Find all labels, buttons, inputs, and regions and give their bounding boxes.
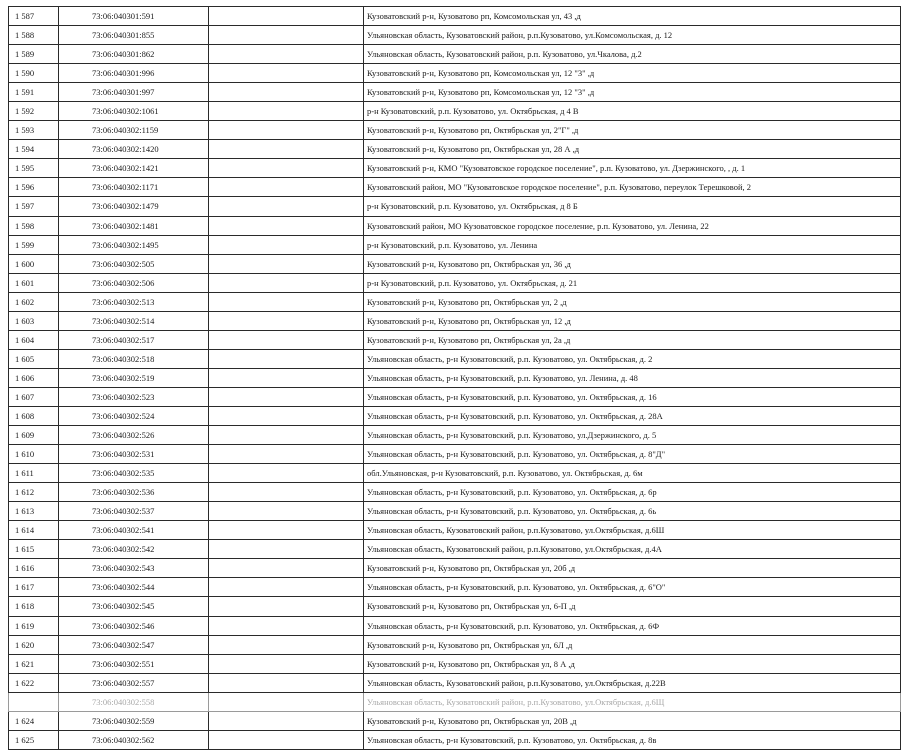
row-number: 1 596	[9, 178, 59, 197]
address: р-н Кузоватовский, р.п. Кузоватово, ул. Октябрьская, д 8 Б	[364, 197, 901, 216]
row-number: 1 625	[9, 730, 59, 749]
table-body	[9, 7, 901, 750]
address: Ульяновская область, р-н Кузоватовский, р.п. Кузоватово, ул. Октябрьская, д. 6"О"	[364, 578, 901, 597]
row-number: 1 607	[9, 387, 59, 406]
cadastral-number: 73:06:040302:518	[59, 349, 209, 368]
row-number: 1 624	[9, 711, 59, 730]
empty-cell	[209, 711, 364, 730]
cadastral-number: 73:06:040302:1420	[59, 140, 209, 159]
empty-cell	[209, 330, 364, 349]
address: Кузоватовский р-н, Кузоватово рп, Октябрьская ул, 20В ,д	[364, 711, 901, 730]
table-row	[9, 540, 901, 559]
empty-cell	[209, 197, 364, 216]
table-row	[9, 273, 901, 292]
cadastral-number: 73:06:040302:519	[59, 368, 209, 387]
empty-cell	[209, 26, 364, 45]
row-number: 1 597	[9, 197, 59, 216]
address: Кузоватовский р-н, Кузоватово рп, Комсомольская ул, 12 "3" ,д	[364, 83, 901, 102]
address: р-н Кузоватовский, р.п. Кузоватово, ул. Октябрьская, д 4 В	[364, 102, 901, 121]
address: Кузоватовский р-н, Кузоватово рп, Октябрьская ул, 6-П ,д	[364, 597, 901, 616]
empty-cell	[209, 121, 364, 140]
empty-cell	[209, 654, 364, 673]
row-number: 1 618	[9, 597, 59, 616]
cadastral-number: 73:06:040302:562	[59, 730, 209, 749]
table-row	[9, 616, 901, 635]
table-row	[9, 521, 901, 540]
empty-cell	[209, 521, 364, 540]
cadastral-number: 73:06:040302:551	[59, 654, 209, 673]
row-number: 1 591	[9, 83, 59, 102]
cadastral-number: 73:06:040302:513	[59, 292, 209, 311]
empty-cell	[209, 254, 364, 273]
table-row	[9, 178, 901, 197]
row-number: 1 598	[9, 216, 59, 235]
cadastral-number: 73:06:040302:542	[59, 540, 209, 559]
empty-cell	[209, 730, 364, 749]
address: Кузоватовский район, МО Кузоватовское городское поселение, р.п. Кузоватово, ул. Ленина, 22	[364, 216, 901, 235]
empty-cell	[209, 483, 364, 502]
empty-cell	[209, 502, 364, 521]
cadastral-number: 73:06:040302:544	[59, 578, 209, 597]
address: Ульяновская область, р-н Кузоватовский, р.п. Кузоватово, ул.Дзержинского, д. 5	[364, 426, 901, 445]
table-row	[9, 159, 901, 178]
empty-cell	[209, 445, 364, 464]
empty-cell	[209, 464, 364, 483]
table-row	[9, 330, 901, 349]
address: Ульяновская область, р-н Кузоватовский, р.п. Кузоватово, ул. Октябрьская, д. 6Ф	[364, 616, 901, 635]
empty-cell	[209, 616, 364, 635]
table-row	[9, 654, 901, 673]
table-row	[9, 368, 901, 387]
table-row	[9, 445, 901, 464]
address: Ульяновская область, р-н Кузоватовский, р.п. Кузоватово, ул. Октябрьская, д. 6р	[364, 483, 901, 502]
table-row	[9, 197, 901, 216]
address: р-н Кузоватовский, р.п. Кузоватово, ул. Октябрьская, д. 21	[364, 273, 901, 292]
row-number: 1 613	[9, 502, 59, 521]
table-row	[9, 26, 901, 45]
row-number: 1 617	[9, 578, 59, 597]
row-number	[9, 692, 59, 711]
empty-cell	[209, 368, 364, 387]
empty-cell	[209, 178, 364, 197]
empty-cell	[209, 406, 364, 425]
cadastral-number: 73:06:040302:558	[59, 692, 209, 711]
empty-cell	[209, 292, 364, 311]
cadastral-number: 73:06:040301:862	[59, 45, 209, 64]
table-row	[9, 406, 901, 425]
row-number: 1 615	[9, 540, 59, 559]
address: Кузоватовский р-н, Кузоватово рп, Октябрьская ул, 20б ,д	[364, 559, 901, 578]
empty-cell	[209, 64, 364, 83]
address: Кузоватовский р-н, Кузоватово рп, Октябрьская ул, 8 А ,д	[364, 654, 901, 673]
table-row	[9, 292, 901, 311]
address: Кузоватовский р-н, Кузоватово рп, Октябрьская ул, 28 А ,д	[364, 140, 901, 159]
row-number: 1 608	[9, 406, 59, 425]
empty-cell	[209, 235, 364, 254]
row-number: 1 605	[9, 349, 59, 368]
address: Кузоватовский р-н, Кузоватово рп, Октябрьская ул, 2"Г" ,д	[364, 121, 901, 140]
row-number: 1 594	[9, 140, 59, 159]
empty-cell	[209, 559, 364, 578]
address: Ульяновская область, р-н Кузоватовский, р.п. Кузоватово, ул. Октябрьская, д. 8в	[364, 730, 901, 749]
empty-cell	[209, 692, 364, 711]
empty-cell	[209, 597, 364, 616]
table-row	[9, 83, 901, 102]
address: обл.Ульяновская, р-н Кузоватовский, р.п. Кузоватово, ул. Октябрьская, д. 6м	[364, 464, 901, 483]
empty-cell	[209, 159, 364, 178]
row-number: 1 614	[9, 521, 59, 540]
table-row	[9, 387, 901, 406]
empty-cell	[209, 83, 364, 102]
row-number: 1 601	[9, 273, 59, 292]
cadastral-number: 73:06:040302:524	[59, 406, 209, 425]
row-number: 1 604	[9, 330, 59, 349]
row-number: 1 621	[9, 654, 59, 673]
address: Кузоватовский р-н, Кузоватово рп, Октябрьская ул, 2а ,д	[364, 330, 901, 349]
cadastral-number: 73:06:040302:506	[59, 273, 209, 292]
row-number: 1 600	[9, 254, 59, 273]
table-row	[9, 692, 901, 711]
row-number: 1 602	[9, 292, 59, 311]
table-row	[9, 121, 901, 140]
address: Кузоватовский р-н, Кузоватово рп, Октябрьская ул, 36 ,д	[364, 254, 901, 273]
table-row	[9, 502, 901, 521]
address: Кузоватовский р-н, Кузоватово рп, Октябрьская ул, 2 ,д	[364, 292, 901, 311]
cadastral-number: 73:06:040302:557	[59, 673, 209, 692]
address: р-н Кузоватовский, р.п. Кузоватово, ул. Ленина	[364, 235, 901, 254]
table-row	[9, 7, 901, 26]
row-number: 1 609	[9, 426, 59, 445]
row-number: 1 616	[9, 559, 59, 578]
address: Ульяновская область, Кузоватовский район, р.п.Кузоватово, ул.Октябрьская, д.22В	[364, 673, 901, 692]
empty-cell	[209, 216, 364, 235]
cadastral-number: 73:06:040302:514	[59, 311, 209, 330]
table-row	[9, 711, 901, 730]
address: Ульяновская область, Кузоватовский район, р.п.Кузоватово, ул.Октябрьская, д.4А	[364, 540, 901, 559]
table-row	[9, 349, 901, 368]
empty-cell	[209, 102, 364, 121]
cadastral-number: 73:06:040302:1479	[59, 197, 209, 216]
row-number: 1 619	[9, 616, 59, 635]
cadastral-number: 73:06:040301:996	[59, 64, 209, 83]
empty-cell	[209, 387, 364, 406]
empty-cell	[209, 540, 364, 559]
cadastral-number: 73:06:040302:505	[59, 254, 209, 273]
address: Ульяновская область, р-н Кузоватовский, р.п. Кузоватово, ул. Ленина, д. 48	[364, 368, 901, 387]
cadastral-number: 73:06:040302:523	[59, 387, 209, 406]
table-row	[9, 559, 901, 578]
empty-cell	[209, 426, 364, 445]
row-number: 1 606	[9, 368, 59, 387]
cadastral-number: 73:06:040301:591	[59, 7, 209, 26]
cadastral-number: 73:06:040302:531	[59, 445, 209, 464]
cadastral-number: 73:06:040302:1421	[59, 159, 209, 178]
row-number: 1 590	[9, 64, 59, 83]
empty-cell	[209, 673, 364, 692]
cadastral-number: 73:06:040302:526	[59, 426, 209, 445]
address: Ульяновская область, Кузоватовский район, р.п.Кузоватово, ул.Октябрьская, д.6Щ	[364, 692, 901, 711]
cadastral-number: 73:06:040302:1481	[59, 216, 209, 235]
cadastral-number: 73:06:040302:535	[59, 464, 209, 483]
table-row	[9, 483, 901, 502]
row-number: 1 612	[9, 483, 59, 502]
table-row	[9, 235, 901, 254]
address: Ульяновская область, Кузоватовский район, р.п.Кузоватово, ул.Октябрьская, д.6Ш	[364, 521, 901, 540]
address: Ульяновская область, р-н Кузоватовский, р.п. Кузоватово, ул. Октябрьская, д. 6ь	[364, 502, 901, 521]
table-row	[9, 254, 901, 273]
table-row	[9, 311, 901, 330]
table-row	[9, 730, 901, 749]
cadastral-number: 73:06:040302:1159	[59, 121, 209, 140]
row-number: 1 622	[9, 673, 59, 692]
table-row	[9, 140, 901, 159]
cadastral-number: 73:06:040302:537	[59, 502, 209, 521]
row-number: 1 610	[9, 445, 59, 464]
row-number: 1 611	[9, 464, 59, 483]
address: Ульяновская область, р-н Кузоватовский, р.п. Кузоватово, ул. Октябрьская, д. 8"Д"	[364, 445, 901, 464]
cadastral-number: 73:06:040302:546	[59, 616, 209, 635]
empty-cell	[209, 349, 364, 368]
address: Ульяновская область, Кузоватовский район, р.п. Кузоватово, ул.Чкалова, д.2	[364, 45, 901, 64]
cadastral-number: 73:06:040302:1495	[59, 235, 209, 254]
address: Кузоватовский район, МО "Кузоватовское городское поселение", р.п. Кузоватово, переулок Терешковой, 2	[364, 178, 901, 197]
cadastral-number: 73:06:040301:855	[59, 26, 209, 45]
address: Кузоватовский р-н, Кузоватово рп, Октябрьская ул, 6Л ,д	[364, 635, 901, 654]
cadastral-number: 73:06:040302:1061	[59, 102, 209, 121]
empty-cell	[209, 140, 364, 159]
row-number: 1 593	[9, 121, 59, 140]
address: Ульяновская область, р-н Кузоватовский, р.п. Кузоватово, ул. Октябрьская, д. 2	[364, 349, 901, 368]
row-number: 1 587	[9, 7, 59, 26]
cadastral-number: 73:06:040302:545	[59, 597, 209, 616]
table-row	[9, 635, 901, 654]
address: Ульяновская область, р-н Кузоватовский, р.п. Кузоватово, ул. Октябрьская, д. 28А	[364, 406, 901, 425]
address: Кузоватовский р-н, Кузоватово рп, Комсомольская ул, 12 "3" ,д	[364, 64, 901, 83]
empty-cell	[209, 7, 364, 26]
cadastral-number: 73:06:040302:547	[59, 635, 209, 654]
cadastral-number: 73:06:040302:517	[59, 330, 209, 349]
table-row	[9, 64, 901, 83]
table-row	[9, 45, 901, 64]
table-row	[9, 216, 901, 235]
address: Кузоватовский р-н, КМО "Кузоватовское городское поселение", р.п. Кузоватово, ул. Дзержинского, , д. 1	[364, 159, 901, 178]
row-number: 1 589	[9, 45, 59, 64]
cadastral-number: 73:06:040302:1171	[59, 178, 209, 197]
table-row	[9, 597, 901, 616]
empty-cell	[209, 273, 364, 292]
cadastre-table	[8, 6, 901, 750]
row-number: 1 595	[9, 159, 59, 178]
cadastral-number: 73:06:040302:541	[59, 521, 209, 540]
table-row	[9, 578, 901, 597]
cadastral-number: 73:06:040301:997	[59, 83, 209, 102]
row-number: 1 588	[9, 26, 59, 45]
table-row	[9, 426, 901, 445]
row-number: 1 592	[9, 102, 59, 121]
table-row	[9, 464, 901, 483]
cadastral-number: 73:06:040302:536	[59, 483, 209, 502]
cadastral-number: 73:06:040302:543	[59, 559, 209, 578]
empty-cell	[209, 45, 364, 64]
empty-cell	[209, 635, 364, 654]
row-number: 1 599	[9, 235, 59, 254]
empty-cell	[209, 311, 364, 330]
table-row	[9, 673, 901, 692]
address: Кузоватовский р-н, Кузоватово рп, Октябрьская ул, 12 ,д	[364, 311, 901, 330]
table-row	[9, 102, 901, 121]
address: Ульяновская область, Кузоватовский район, р.п.Кузоватово, ул.Комсомольская, д. 12	[364, 26, 901, 45]
cadastral-number: 73:06:040302:559	[59, 711, 209, 730]
address: Кузоватовский р-н, Кузоватово рп, Комсомольская ул, 43 ,д	[364, 7, 901, 26]
address: Ульяновская область, р-н Кузоватовский, р.п. Кузоватово, ул. Октябрьская, д. 16	[364, 387, 901, 406]
empty-cell	[209, 578, 364, 597]
row-number: 1 603	[9, 311, 59, 330]
row-number: 1 620	[9, 635, 59, 654]
